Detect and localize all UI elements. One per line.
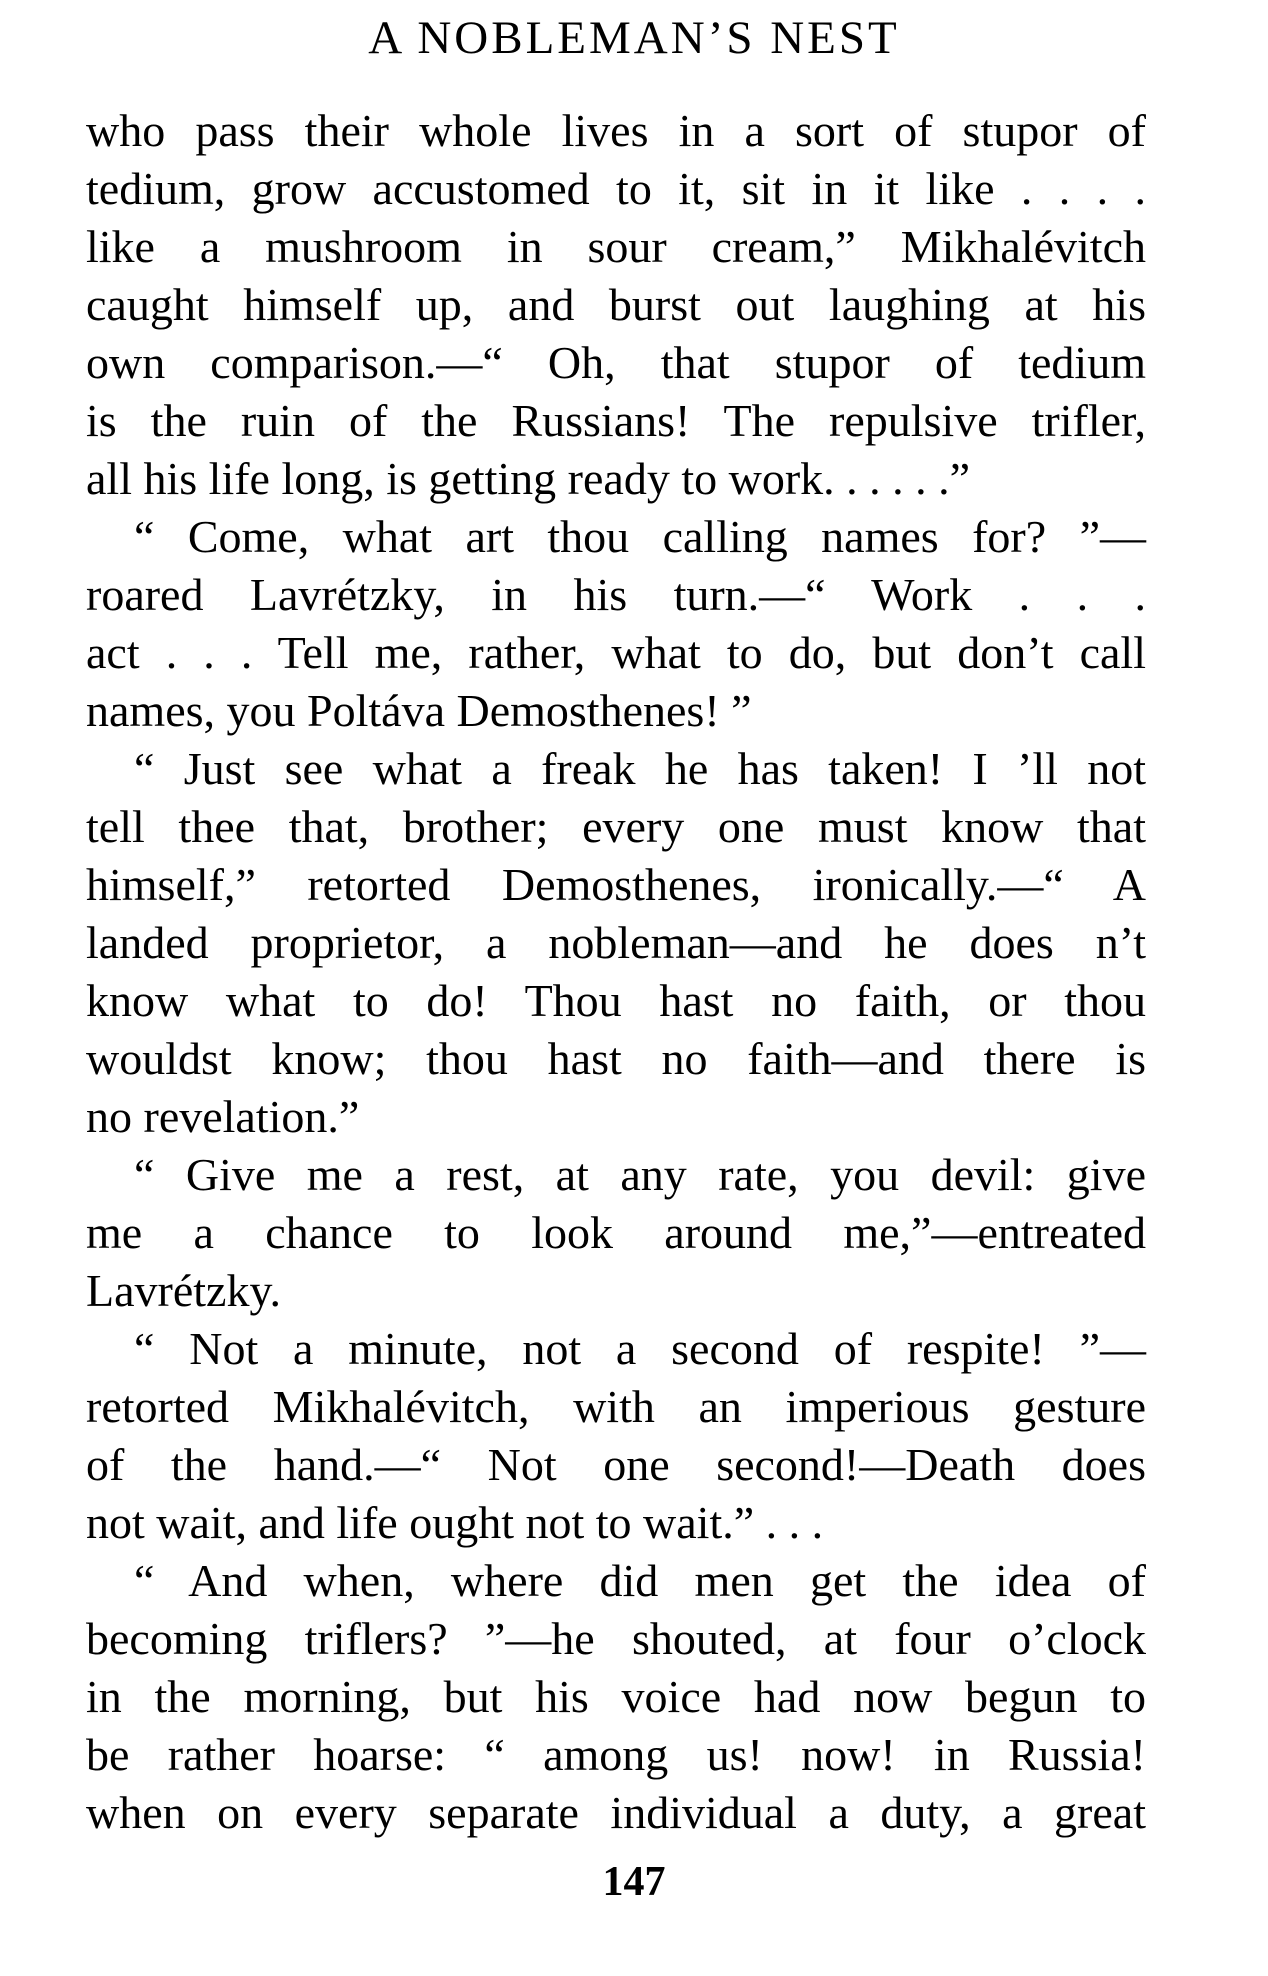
text-line: me a chance to look around me,”—entreated xyxy=(86,1207,1146,1258)
text-line: becoming triflers? ”—he shouted, at four o’clock xyxy=(86,1613,1146,1664)
text-line: who pass their whole lives in a sort of stupor of xyxy=(86,105,1146,156)
text-line: of the hand.—“ Not one second!—Death does xyxy=(86,1439,1146,1490)
text-line: all his life long, is getting ready to work. . . . . .” xyxy=(86,453,971,504)
text-line: is the ruin of the Russians! The repulsive trifler, xyxy=(86,395,1146,446)
text-line: no revelation.” xyxy=(86,1091,360,1142)
text-line: roared Lavrétzky, in his turn.—“ Work . . . xyxy=(86,569,1146,620)
page-number: 147 xyxy=(602,1859,666,1905)
text-line: tedium, grow accustomed to it, sit in it like . . . . xyxy=(86,163,1146,214)
text-line: know what to do! Thou hast no faith, or thou xyxy=(86,975,1146,1026)
text-line: act . . . Tell me, rather, what to do, but don’t call xyxy=(86,627,1146,678)
text-line: tell thee that, brother; every one must know that xyxy=(86,801,1146,852)
text-line: Lavrétzky. xyxy=(86,1265,281,1316)
text-line: own comparison.—“ Oh, that stupor of tedium xyxy=(86,337,1146,388)
text-line: “ Come, what art thou calling names for? ”— xyxy=(134,511,1146,562)
text-line: caught himself up, and burst out laughing at his xyxy=(86,279,1146,330)
text-line: not wait, and life ought not to wait.” . . . xyxy=(86,1497,824,1548)
body-text xyxy=(86,102,1146,1842)
text-line: names, you Poltáva Demosthenes! ” xyxy=(86,685,752,736)
text-line: when on every separate individual a duty, a great xyxy=(86,1787,1146,1838)
text-line: “ Not a minute, not a second of respite! ”— xyxy=(134,1323,1146,1374)
text-line: be rather hoarse: “ among us! now! in Russia! xyxy=(86,1729,1146,1780)
text-line: wouldst know; thou hast no faith—and there is xyxy=(86,1033,1146,1084)
text-line: himself,” retorted Demosthenes, ironically.—“ A xyxy=(86,859,1146,910)
text-line: “ Give me a rest, at any rate, you devil: give xyxy=(134,1149,1146,1200)
text-line: “ And when, where did men get the idea of xyxy=(134,1555,1146,1606)
text-line: landed proprietor, a nobleman—and he does n’t xyxy=(86,917,1146,968)
text-line: “ Just see what a freak he has taken! I ’ll not xyxy=(134,743,1146,794)
running-head: A NOBLEMAN’S NEST xyxy=(368,12,900,64)
text-line: in the morning, but his voice had now begun to xyxy=(86,1671,1146,1722)
text-line: like a mushroom in sour cream,” Mikhalévitch xyxy=(86,221,1146,272)
text-line: retorted Mikhalévitch, with an imperious gesture xyxy=(86,1381,1146,1432)
